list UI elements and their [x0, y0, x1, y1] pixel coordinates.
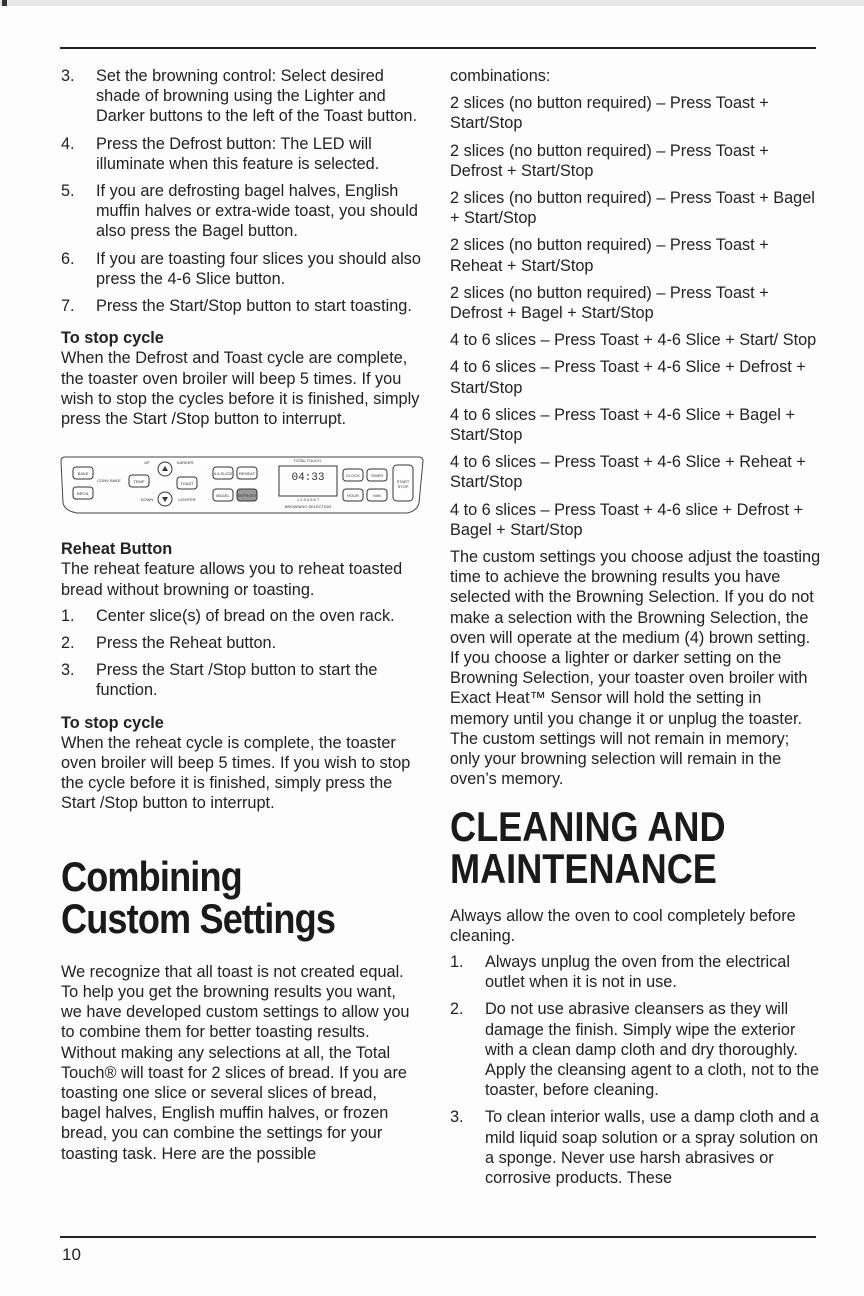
stop-cycle-text-2: When the reheat cycle is complete, the toaster oven broiler will beep 5 times. If you wish to stop the cycle before it is finished, simply press the Start /Stop button to interrupt.: [61, 733, 411, 813]
temp-label: TEMP: [133, 479, 145, 485]
step-text: Press the Start/Stop button to start toasting.: [96, 297, 412, 316]
clock-label: CLOCK: [346, 473, 360, 479]
right-column: [450, 66, 822, 1195]
conv-bake-label: CONV BAKE: [97, 478, 121, 484]
combining-title: [61, 852, 422, 942]
combining-text: We recognize that all toast is not created equal. To help you get the browning results you want, we have developed custom settings to allow you to combine them for better toasting results. Without making any selections at all, the Total Touch® will toast for 2 slices of bread. If you are toasting one slice or several slices of bread, bagel halves, English muffin halves, or frozen bread, you can combine the settings for your toasting task. Here are the possible: [61, 962, 410, 1163]
custom-settings-text: The custom settings you choose adjust the toasting time to achieve the browning results you have selected with the Browning Selection. If you do not make a selection with the Browning Selection, the oven will operate at the medium (4) brown setting. If you choose a lighter or darker setting on the Browning Selection, your toaster oven broiler with Exact Heat™ Sensor will hold the setting in memory until you change it or unplug the toaster. The custom settings will not remain in memory; only your browning selection will remain in the oven’s memory.: [450, 548, 821, 789]
timer-label: TIMER: [370, 473, 384, 479]
page-number: 10: [62, 1245, 81, 1264]
defrost-label: DEFROST: [237, 493, 257, 499]
step-text: Set the browning control: Select desired shade of browning using the Lighter and Darker buttons to the left of the Toast button.: [96, 67, 417, 126]
step-text: Press the Start /Stop button to start the function.: [96, 661, 378, 700]
step-text: Center slice(s) of bread on the oven rack.: [96, 606, 395, 625]
browning-selection-label: BROWNING SELECTION: [284, 504, 332, 510]
stop-label: STOP: [397, 484, 409, 490]
footer-rule: [60, 1236, 816, 1238]
step-number: 5.: [61, 182, 75, 201]
broil-label: BROIL: [76, 491, 90, 497]
list-item: [61, 181, 421, 242]
list-item: [61, 606, 421, 626]
list-item: 2 slices (no button required) – Press Toast + Reheat + Start/Stop: [450, 236, 769, 275]
combining-title-line-1: Combining: [61, 852, 242, 900]
list-item: 4 to 6 slices – Press Toast + 4-6 slice + Defrost + Bagel + Start/Stop: [450, 500, 804, 539]
min-label: MIN: [373, 493, 381, 499]
toast-label: TOAST: [180, 481, 194, 487]
step-number: 2.: [61, 634, 75, 653]
step-number: 2.: [450, 1000, 464, 1019]
defrost-steps: [61, 66, 421, 316]
list-item: [450, 999, 822, 1100]
list-item: [61, 134, 421, 174]
combining-title-line-2: Custom Settings: [61, 894, 336, 942]
list-item: 4 to 6 slices – Press Toast + 4-6 Slice + Reheat + Start/Stop: [450, 453, 806, 492]
list-item: 2 slices (no button required) – Press Toast + Defrost + Bagel + Start/Stop: [450, 283, 769, 323]
scan-top-band: [0, 0, 864, 6]
list-item: 4 to 6 slices – Press Toast + 4-6 Slice + Start/ Stop: [450, 331, 817, 350]
list-item: 2 slices (no button required) – Press Toast + Defrost + Start/Stop: [450, 141, 769, 180]
reheat-steps: [61, 606, 421, 701]
darker-label: DARKER: [176, 460, 194, 466]
step-number: 4.: [61, 134, 75, 153]
total-touch-label: TOTAL TOUCH: [293, 458, 321, 464]
list-item: [450, 1107, 822, 1188]
browning-scale: 1 2 3 4 5 6 7: [296, 497, 320, 503]
step-number: 1.: [450, 952, 464, 971]
list-item: [61, 633, 421, 653]
list-item: [61, 66, 421, 127]
cleaning-title-line-1: CLEANING AND: [450, 802, 726, 850]
bagel-label: BAGEL: [216, 493, 230, 499]
start-label: START: [396, 479, 410, 485]
list-item: 4 to 6 slices – Press Toast + 4-6 Slice + Defrost + Start/Stop: [450, 358, 806, 397]
bake-label: BAKE: [77, 471, 89, 477]
reheat-text: The reheat feature allows you to reheat toasted bread without browning or toasting.: [61, 560, 403, 599]
list-item: [61, 296, 421, 316]
list-item: 4 to 6 slices – Press Toast + 4-6 Slice + Bagel + Start/Stop: [450, 405, 795, 445]
hour-label: HOUR: [347, 493, 359, 499]
reheat-heading: Reheat Button: [61, 540, 173, 559]
cleaning-intro: Always allow the oven to cool completely before cleaning.: [450, 906, 796, 945]
step-text: If you are toasting four slices you should also press the 4-6 Slice button.: [96, 249, 421, 288]
control-panel-illustration: [57, 455, 427, 523]
cleaning-steps: [450, 952, 822, 1188]
step-number: 3.: [450, 1108, 464, 1127]
list-item: 2 slices (no button required) – Press Toast + Bagel + Start/Stop: [450, 189, 815, 228]
lighter-label: LIGHTER: [178, 497, 196, 503]
stop-cycle-text: When the Defrost and Toast cycle are complete, the toaster oven broiler will beep 5 times. If you wish to stop the cycles before it is finished, simply press the Start /Stop button to interrupt.: [61, 349, 420, 429]
cleaning-title-line-2: MAINTENANCE: [450, 844, 717, 892]
cleaning-title: [450, 802, 811, 892]
header-rule: [60, 47, 816, 49]
scan-corner-mark: [2, 0, 7, 6]
stop-cycle-heading: To stop cycle: [61, 329, 164, 348]
step-text: Press the Reheat button.: [96, 634, 277, 653]
combinations-list: [450, 66, 822, 540]
step-text: To clean interior walls, use a damp cloth and a mild liquid soap solution or a spray solution on a sponge. Never use harsh abrasives or corrosive products. These: [485, 1108, 819, 1187]
step-text: If you are defrosting bagel halves, English muffin halves or extra-wide toast, you should also press the Bagel button.: [96, 182, 418, 241]
reheat-label: REHEAT: [239, 471, 255, 477]
step-text: Do not use abrasive cleansers as they will damage the finish. Simply wipe the exterior with a clean damp cloth and dry thoroughly. Apply the cleansing agent to a cloth, not to the toaster, before cleaning.: [485, 1000, 819, 1100]
down-label: DOWN: [140, 497, 154, 503]
stop-cycle-heading-2: To stop cycle: [61, 713, 164, 732]
left-column: [61, 66, 421, 1164]
up-label: UP: [144, 460, 150, 466]
step-number: 3.: [61, 661, 75, 680]
list-item: [61, 660, 421, 700]
list-item: [61, 249, 421, 289]
list-item: 2 slices (no button required) – Press Toast + Start/Stop: [450, 94, 769, 133]
combinations-label: combinations:: [450, 67, 551, 85]
slice-label: 4-6 SLICE: [213, 471, 233, 477]
step-text: Always unplug the oven from the electrical outlet when it is not in use.: [485, 952, 790, 992]
display-time: 04:33: [291, 472, 325, 485]
step-text: Press the Defrost button: The LED will illuminate when this feature is selected.: [96, 134, 380, 173]
step-number: 3.: [61, 67, 75, 85]
step-number: 6.: [61, 249, 75, 268]
step-number: 1.: [61, 606, 75, 625]
step-number: 7.: [61, 297, 75, 316]
list-item: [450, 952, 822, 992]
